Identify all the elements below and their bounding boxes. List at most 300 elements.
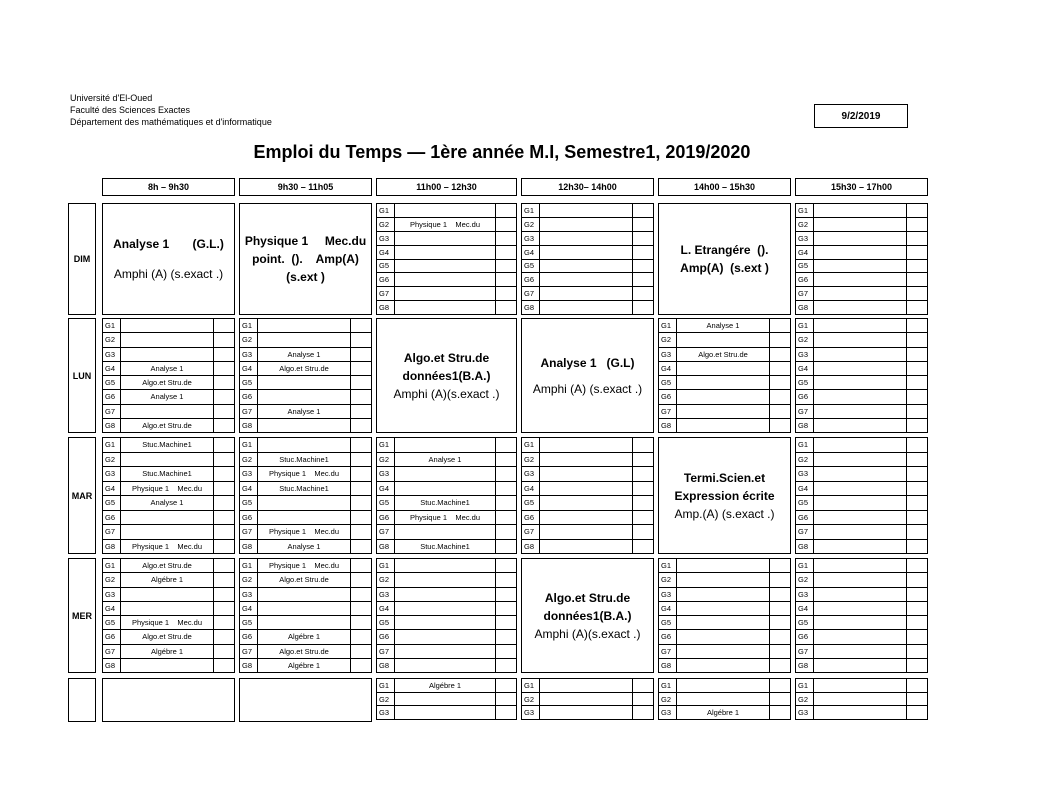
group-row — [658, 616, 791, 630]
group-row — [658, 678, 791, 693]
group-course — [395, 706, 496, 719]
group-course — [677, 419, 770, 432]
group-course — [258, 419, 351, 432]
group-room — [907, 630, 927, 643]
group-course: Algo.et Stru.de — [258, 645, 351, 658]
group-course — [395, 693, 496, 706]
group-row — [102, 482, 235, 497]
group-row — [795, 362, 928, 376]
group-label: G1 — [522, 679, 540, 692]
td-group-table — [239, 437, 372, 554]
group-course — [258, 319, 351, 332]
group-label: G5 — [240, 376, 258, 389]
group-label: G8 — [103, 419, 121, 432]
group-room — [496, 453, 516, 467]
group-label: G3 — [796, 348, 814, 361]
group-label: G3 — [796, 706, 814, 719]
group-room — [214, 333, 234, 346]
group-room — [351, 438, 371, 452]
group-row — [521, 693, 654, 707]
group-label: G5 — [103, 496, 121, 510]
group-room — [633, 679, 653, 692]
group-label: G6 — [796, 511, 814, 525]
group-course — [814, 693, 907, 706]
group-row — [795, 405, 928, 419]
group-label: G4 — [377, 602, 395, 615]
group-course: Algébre 1 — [258, 630, 351, 643]
group-room — [214, 559, 234, 572]
group-label: G7 — [796, 645, 814, 658]
group-row — [239, 362, 372, 376]
group-label: G2 — [522, 453, 540, 467]
group-course: Analyse 1 — [395, 453, 496, 467]
group-room — [496, 525, 516, 539]
group-row — [795, 678, 928, 693]
group-room — [214, 467, 234, 481]
group-label: G3 — [240, 588, 258, 601]
td-group-table — [795, 203, 928, 315]
group-course — [121, 453, 214, 467]
group-room — [214, 496, 234, 510]
group-label: G3 — [377, 706, 395, 719]
group-label: G4 — [796, 482, 814, 496]
group-label: G4 — [796, 602, 814, 615]
group-label: G2 — [240, 453, 258, 467]
group-label: G2 — [659, 333, 677, 346]
group-label: G5 — [377, 616, 395, 629]
group-room — [770, 616, 790, 629]
group-row — [521, 496, 654, 511]
group-course — [258, 333, 351, 346]
group-label: G1 — [796, 438, 814, 452]
group-course: Analyse 1 — [121, 496, 214, 510]
group-row — [795, 232, 928, 246]
group-row — [658, 630, 791, 644]
group-label: G8 — [659, 659, 677, 672]
group-label: G1 — [659, 679, 677, 692]
group-label: G3 — [103, 348, 121, 361]
lecture-text: Amp(A) (s.ext ) — [680, 261, 769, 275]
group-label: G2 — [377, 218, 395, 231]
group-course: Algo.et Stru.de — [677, 348, 770, 361]
group-row — [376, 260, 517, 274]
group-room — [770, 588, 790, 601]
group-row — [376, 482, 517, 497]
group-room — [351, 319, 371, 332]
group-row — [376, 588, 517, 602]
group-course: Algo.et Stru.de — [121, 419, 214, 432]
group-label: G6 — [377, 511, 395, 525]
group-label: G7 — [796, 405, 814, 418]
group-row — [102, 659, 235, 673]
group-row — [239, 333, 372, 347]
group-course — [540, 204, 633, 217]
group-room — [351, 602, 371, 615]
lecture-cell — [239, 203, 372, 315]
group-label: G5 — [240, 616, 258, 629]
group-label: G2 — [377, 453, 395, 467]
time-slot-header: 11h00 – 12h30 — [376, 178, 517, 196]
group-room — [351, 616, 371, 629]
group-row — [376, 467, 517, 482]
group-room — [633, 496, 653, 510]
group-room — [633, 287, 653, 300]
group-label: G6 — [522, 511, 540, 525]
group-label: G8 — [240, 419, 258, 432]
group-label: G3 — [659, 348, 677, 361]
time-slot-header: 8h – 9h30 — [102, 178, 235, 196]
group-label: G4 — [103, 482, 121, 496]
group-course: Physique 1 Mec.du — [121, 540, 214, 554]
group-row — [521, 482, 654, 497]
group-room — [907, 333, 927, 346]
group-row — [795, 203, 928, 218]
group-label: G6 — [659, 390, 677, 403]
group-label: G8 — [522, 540, 540, 554]
group-room — [214, 588, 234, 601]
group-row — [658, 693, 791, 707]
group-label: G1 — [103, 559, 121, 572]
group-room — [214, 405, 234, 418]
group-label: G6 — [796, 630, 814, 643]
group-room — [907, 482, 927, 496]
group-room — [770, 630, 790, 643]
group-course: Algébre 1 — [258, 659, 351, 672]
group-course — [540, 246, 633, 259]
group-room — [633, 482, 653, 496]
group-label: G1 — [103, 438, 121, 452]
group-row — [521, 287, 654, 301]
group-room — [770, 659, 790, 672]
group-row — [376, 693, 517, 707]
group-course: Algo.et Stru.de — [121, 559, 214, 572]
td-group-table — [376, 203, 517, 315]
group-row — [795, 706, 928, 720]
group-label: G7 — [103, 525, 121, 539]
group-row — [795, 453, 928, 468]
group-course — [258, 438, 351, 452]
group-room — [214, 362, 234, 375]
group-label: G8 — [796, 540, 814, 554]
group-row — [102, 588, 235, 602]
group-row — [376, 602, 517, 616]
group-row — [376, 287, 517, 301]
group-row — [239, 348, 372, 362]
group-course — [814, 218, 907, 231]
group-room — [907, 693, 927, 706]
group-room — [907, 419, 927, 432]
group-room — [907, 679, 927, 692]
group-course — [121, 602, 214, 615]
group-course — [121, 659, 214, 672]
group-course — [540, 301, 633, 314]
group-course — [814, 511, 907, 525]
group-room — [351, 453, 371, 467]
group-course: Physique 1 Mec.du — [395, 511, 496, 525]
group-room — [770, 390, 790, 403]
group-room — [496, 659, 516, 672]
group-row — [376, 645, 517, 659]
group-course — [814, 405, 907, 418]
group-label: G8 — [103, 659, 121, 672]
group-row — [795, 645, 928, 659]
group-label: G2 — [103, 573, 121, 586]
group-course — [395, 573, 496, 586]
lecture-text: Analyse 1 (G.L.) — [113, 237, 224, 251]
group-course: Analyse 1 — [121, 390, 214, 403]
group-course: Analyse 1 — [121, 362, 214, 375]
group-row — [795, 496, 928, 511]
group-label: G2 — [796, 453, 814, 467]
group-row — [376, 232, 517, 246]
group-room — [214, 482, 234, 496]
group-row — [795, 273, 928, 287]
group-label: G8 — [377, 540, 395, 554]
group-label: G7 — [659, 645, 677, 658]
group-room — [496, 260, 516, 273]
group-row — [795, 318, 928, 333]
group-label: G7 — [659, 405, 677, 418]
group-course: Stuc.Machine1 — [395, 540, 496, 554]
group-row — [795, 659, 928, 673]
group-course — [814, 559, 907, 572]
group-course: Analyse 1 — [258, 348, 351, 361]
group-row — [239, 405, 372, 419]
td-group-table — [795, 318, 928, 433]
group-room — [214, 453, 234, 467]
group-room — [633, 706, 653, 719]
group-room — [351, 419, 371, 432]
lecture-text: L. Etrangére (). — [680, 243, 769, 257]
group-room — [633, 246, 653, 259]
group-course — [677, 362, 770, 375]
group-row — [658, 558, 791, 573]
group-room — [770, 319, 790, 332]
group-room — [496, 602, 516, 615]
group-label: G6 — [240, 630, 258, 643]
group-row — [795, 511, 928, 526]
group-room — [633, 453, 653, 467]
group-label: G1 — [796, 679, 814, 692]
group-course: Stuc.Machine1 — [121, 438, 214, 452]
group-course — [540, 232, 633, 245]
group-row — [521, 437, 654, 453]
group-label: G1 — [796, 319, 814, 332]
group-label: G6 — [103, 511, 121, 525]
group-label: G2 — [240, 573, 258, 586]
group-room — [907, 405, 927, 418]
group-course — [121, 588, 214, 601]
lecture-cell — [102, 203, 235, 315]
group-course — [540, 438, 633, 452]
group-row — [658, 405, 791, 419]
group-label: G4 — [377, 246, 395, 259]
group-label: G5 — [659, 616, 677, 629]
group-row — [521, 467, 654, 482]
lecture-text: Algo.et Stru.de — [544, 590, 631, 605]
group-label: G4 — [377, 482, 395, 496]
group-label: G7 — [796, 525, 814, 539]
group-label: G1 — [659, 559, 677, 572]
group-row — [521, 203, 654, 218]
group-row — [102, 318, 235, 333]
group-label: G1 — [377, 559, 395, 572]
group-room — [496, 467, 516, 481]
group-label: G7 — [796, 287, 814, 300]
group-room — [496, 218, 516, 231]
group-room — [496, 482, 516, 496]
group-course — [814, 232, 907, 245]
group-label: G1 — [659, 319, 677, 332]
group-room — [496, 693, 516, 706]
group-room — [770, 376, 790, 389]
group-room — [214, 419, 234, 432]
group-row — [376, 453, 517, 468]
group-course — [814, 333, 907, 346]
group-label: G4 — [659, 602, 677, 615]
group-course — [258, 496, 351, 510]
group-row — [102, 405, 235, 419]
group-course — [395, 260, 496, 273]
group-course — [814, 362, 907, 375]
group-room — [770, 419, 790, 432]
group-course: Physique 1 Mec.du — [121, 616, 214, 629]
group-row — [521, 525, 654, 540]
group-course — [814, 319, 907, 332]
group-row — [376, 203, 517, 218]
group-room — [351, 496, 371, 510]
group-row — [795, 630, 928, 644]
group-course — [395, 645, 496, 658]
group-course — [814, 496, 907, 510]
group-course — [677, 630, 770, 643]
group-room — [770, 706, 790, 719]
group-course — [395, 287, 496, 300]
group-row — [376, 558, 517, 573]
group-course: Stuc.Machine1 — [258, 453, 351, 467]
group-label: G3 — [659, 588, 677, 601]
group-room — [633, 218, 653, 231]
group-row — [239, 630, 372, 644]
group-label: G7 — [377, 525, 395, 539]
group-course — [814, 573, 907, 586]
group-room — [633, 260, 653, 273]
group-label: G3 — [796, 467, 814, 481]
group-room — [907, 438, 927, 452]
group-label: G5 — [659, 376, 677, 389]
group-label: G7 — [377, 287, 395, 300]
group-course — [540, 482, 633, 496]
group-label: G3 — [377, 588, 395, 601]
group-room — [496, 630, 516, 643]
group-room — [496, 679, 516, 692]
td-group-table — [102, 437, 235, 554]
group-label: G3 — [103, 467, 121, 481]
group-row — [658, 573, 791, 587]
group-room — [907, 573, 927, 586]
group-room — [351, 333, 371, 346]
group-room — [907, 376, 927, 389]
group-label: G6 — [103, 390, 121, 403]
group-row — [239, 453, 372, 468]
group-room — [351, 348, 371, 361]
group-room — [351, 405, 371, 418]
group-course: Physique 1 Mec.du — [121, 482, 214, 496]
group-room — [907, 525, 927, 539]
group-course — [395, 482, 496, 496]
group-row — [795, 419, 928, 433]
group-label: G6 — [659, 630, 677, 643]
group-course — [814, 376, 907, 389]
time-slot-header: 12h30– 14h00 — [521, 178, 654, 196]
group-course — [814, 419, 907, 432]
group-course — [814, 540, 907, 554]
group-course: Physique 1 Mec.du — [258, 559, 351, 572]
group-course — [540, 511, 633, 525]
group-label: G5 — [796, 616, 814, 629]
group-course — [395, 301, 496, 314]
group-row — [239, 482, 372, 497]
group-label: G7 — [522, 525, 540, 539]
group-label: G5 — [377, 496, 395, 510]
group-room — [496, 204, 516, 217]
group-course — [540, 540, 633, 554]
group-course — [540, 679, 633, 692]
group-course — [677, 573, 770, 586]
group-room — [770, 602, 790, 615]
group-label: G3 — [240, 348, 258, 361]
group-room — [770, 348, 790, 361]
group-row — [795, 218, 928, 232]
group-row — [521, 453, 654, 468]
group-room — [907, 540, 927, 554]
group-label: G2 — [796, 693, 814, 706]
group-room — [351, 588, 371, 601]
group-row — [795, 301, 928, 315]
group-room — [351, 525, 371, 539]
group-course — [395, 630, 496, 643]
group-label: G4 — [240, 602, 258, 615]
group-room — [351, 482, 371, 496]
group-row — [658, 362, 791, 376]
lecture-text: Termi.Scien.et — [683, 470, 766, 485]
group-row — [239, 437, 372, 453]
group-label: G2 — [522, 218, 540, 231]
group-course: Physique 1 Mec.du — [395, 218, 496, 231]
group-course — [540, 218, 633, 231]
group-label: G5 — [103, 376, 121, 389]
group-course — [258, 376, 351, 389]
group-row — [658, 419, 791, 433]
empty-cell — [239, 678, 372, 722]
time-slot-header: 14h00 – 15h30 — [658, 178, 791, 196]
group-room — [351, 362, 371, 375]
group-course — [395, 616, 496, 629]
group-course — [814, 438, 907, 452]
group-row — [239, 540, 372, 555]
group-course — [814, 588, 907, 601]
group-label: G4 — [240, 362, 258, 375]
group-course — [395, 204, 496, 217]
group-row — [376, 511, 517, 526]
group-room — [633, 232, 653, 245]
group-course — [540, 525, 633, 539]
group-course — [814, 706, 907, 719]
group-row — [376, 301, 517, 315]
group-course — [540, 496, 633, 510]
td-group-table — [239, 318, 372, 433]
group-room — [907, 362, 927, 375]
